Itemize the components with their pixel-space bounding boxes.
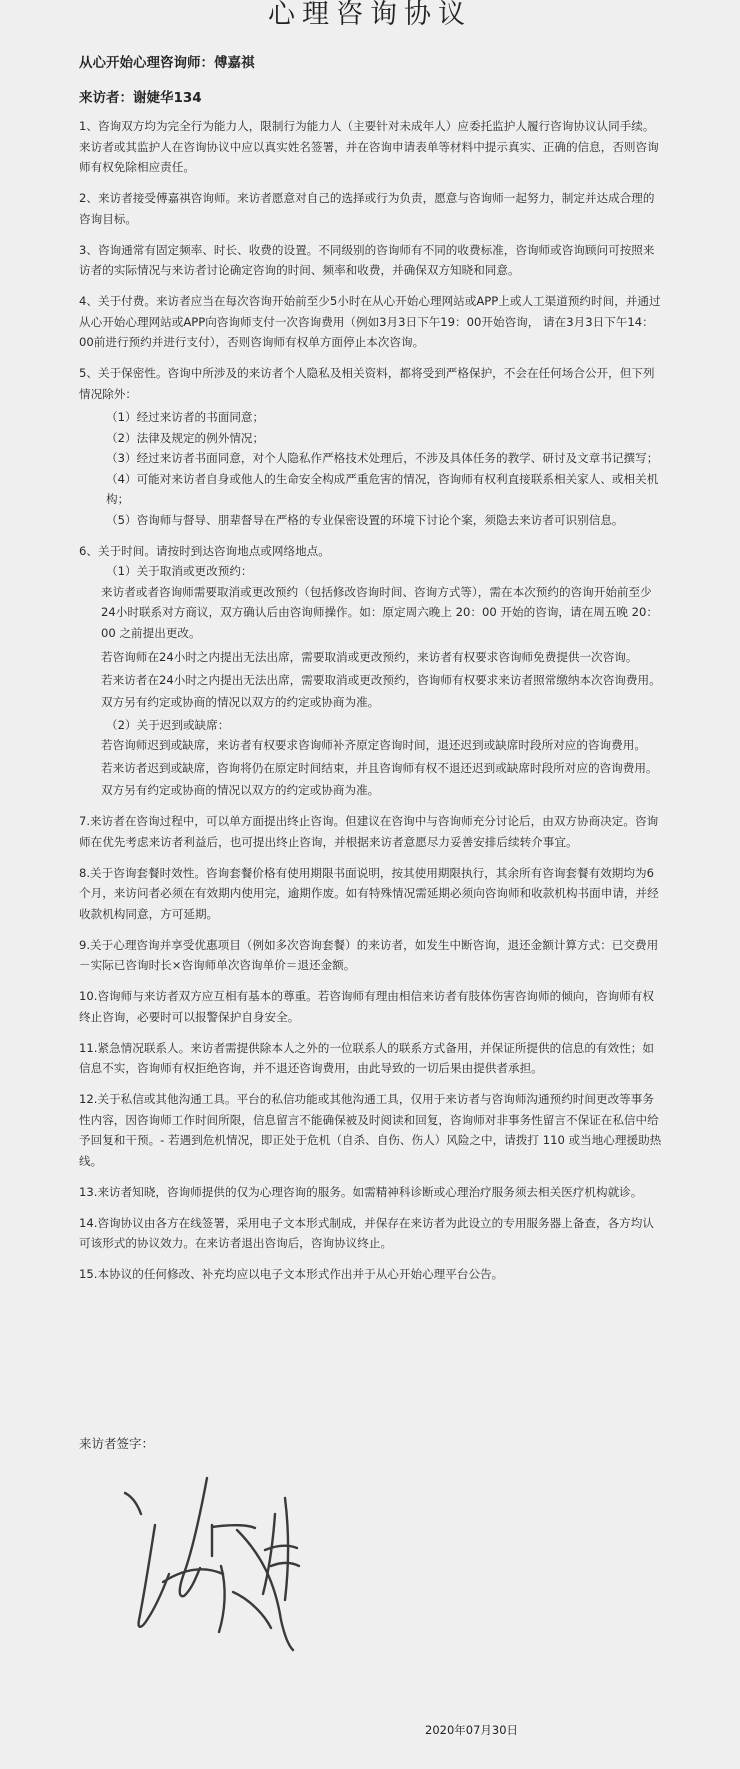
clause-6-sub-heading: （1）关于取消或更改预约： [106,564,253,578]
clause-1: 1、咨询双方均为完全行为能力人，限制行为能力人（主要针对未成年人）应委托监护人履行咨询协议认同手续。来访者或其监护人在咨询协议中应以真实姓名签署，并在咨询申请表单等材料中提示真实、正确的信息，否则咨询师有权免除相应责任。 [79,119,659,174]
confidentiality-exception: （2）法律及规定的例外情况； [106,430,265,445]
signing-date: 2020年07月30日 [425,1723,519,1737]
confidentiality-exception: （3）经过来访者书面同意，对个人隐私作严格技术处理后，不涉及具体任务的教学、研讨及文章书记撰写； [106,451,659,465]
clause-3: 3、咨询通常有固定频率、时长、收费的设置。不同级别的咨询师有不同的收费标准，咨询师或咨询顾问可按照来访者的实际情况与来访者讨论确定咨询的时间、频率和收费，并确保双方知晓和同意。 [79,242,655,277]
signature-label: 来访者签字： [79,1436,155,1451]
confidentiality-exception: （4）可能对来访者自身或他人的生命安全构成严重危害的情况，咨询师有权利直接联系相关家人、或相关机构； [106,471,659,506]
clause-6-paragraph: 双方另有约定或协商的情况以双方的约定或协商为准。 [101,695,380,709]
clause-5: 5、关于保密性。咨询中所涉及的来访者个人隐私及相关资料，都将受到严格保护，不会在任何场合公开，但下列情况除外： （1）经过来访者的书面同意； （2）法律及规定的例外情况； （3）经过来访者书面同意，对个人隐私作严格技术处理后，不涉及具体任务的教学、研讨及文章书记撰写； （4）可能对来访者自身或他人的生命安全构成严重危害的情况，咨询师有权利直接联系相关家人、或相关机构； （5）咨询师与督导、朋辈督导在严格的专业保密设置的环境下讨论个案，须隐去来访者可识别信息。 [79,363,663,530]
clause-14: 14.咨询协议由各方在线签署，采用电子文本形式制成，并保存在来访者为此设立的专用服务器上备查，各方均认可该形式的协议效力。在来访者退出咨询后，咨询协议终止。 [79,1215,654,1250]
clause-6-sub-heading: （2）关于迟到或缺席： [106,717,230,732]
clause-11: 11.紧急情况联系人。来访者需提供除本人之外的一位联系人的联系方式备用，并保证所提供的信息的有效性；如信息不实，咨询师有权拒绝咨询，并不退还咨询费用，由此导致的一切后果由提供者承担。 [79,1040,654,1075]
clause-6-paragraph: 若来访者迟到或缺席，咨询将仍在原定时间结束，并且咨询师有权不退还迟到或缺席时段所对应的咨询费用。 [101,760,658,775]
clause-7: 7.来访者在咨询过程中，可以单方面提出终止咨询。但建议在咨询中与咨询师充分讨论后，由双方协商决定。咨询师在优先考虑来访者利益后，也可提出终止咨询，并根据来访者意愿尽力妥善安排后续转介事宜。 [79,814,659,849]
clause-10: 10.咨询师与来访者双方应互相有基本的尊重。若咨询师有理由相信来访者有肢体伤害咨询师的倾向，咨询师有权终止咨询，必要时可以报警保护自身安全。 [79,989,654,1024]
confidentiality-exception: （5）咨询师与督导、朋辈督导在严格的专业保密设置的环境下讨论个案，须隐去来访者可识别信息。 [106,512,624,527]
confidentiality-exception: （1）经过来访者的书面同意； [106,410,265,424]
document-title: 心理咨询协议 [268,0,472,30]
agreement-body [79,116,663,1295]
signature-drawing [115,1470,345,1670]
clause-6-paragraph: 若来访者在24小时之内提出无法出席，需要取消或更改预约，咨询师有权要求来访者照常缴纳本次咨询费用。 [101,672,661,687]
clause-13: 13.来访者知晓，咨询师提供的仅为心理咨询的服务。如需精神科诊断或心理治疗服务须去相关医疗机构就诊。 [79,1184,643,1199]
clause-12: 12.关于私信或其他沟通工具。平台的私信功能或其他沟通工具，仅用于来访者与咨询师沟通预约时间更改等事务性内容，因咨询师工作时间所限，信息留言不能确保被及时阅读和回复，咨询师对非事务性留言不保证在私信中给予回复和干预。- 若遇到危机情况，即正处于危机（自杀、自伤、伤人）风险之中，请拨打 110 或当地心理援助热线。 [79,1092,662,1168]
clause-4: 4、关于付费。来访者应当在每次咨询开始前至少5小时在从心开始心理网站或APP上或人工渠道预约时间，并通过从心开始心理网站或APP向咨询师支付一次咨询费用（例如3月3日下午19：00开始咨询， 请在3月3日下午14：00前进行预约并进行支付），否则咨询师有权单方面停止本次咨询。 [79,294,661,349]
clause-2: 2、来访者接受傅嘉祺咨询师。来访者愿意对自己的选择或行为负责，愿意与咨询师一起努力，制定并达成合理的咨询目标。 [79,191,655,226]
clause-6-paragraph: 双方另有约定或协商的情况以双方的约定或协商为准。 [101,783,380,797]
clause-8: 8.关于咨询套餐时效性。咨询套餐价格有使用期限书面说明，按其使用期限执行，其余所有咨询套餐有效期均为6个月，来访问者必须在有效期内使用完，逾期作废。如有特殊情况需延期必须向咨询师和收款机构书面申请，并经收款机构同意，方可延期。 [79,865,659,921]
clause-6-paragraph: 若咨询师迟到或缺席，来访者有权要求咨询师补齐原定咨询时间，退还迟到或缺席时段所对应的咨询费用。 [101,738,646,752]
counselor-line: 从心开始心理咨询师：傅嘉祺 [79,55,255,71]
clause-9: 9.关于心理咨询并享受优惠项目（例如多次咨询套餐）的来访者，如发生中断咨询，退还金额计算方式：已交费用－实际已咨询时长×咨询师单次咨询单价＝退还金额。 [79,937,659,972]
handwritten-signature [115,1470,345,1674]
clause-15: 15.本协议的任何修改、补充均应以电子文本形式作出并于从心开始心理平台公告。 [79,1267,504,1281]
clause-6-paragraph: 若咨询师在24小时之内提出无法出席，需要取消或更改预约，来访者有权要求咨询师免费提供一次咨询。 [101,650,638,664]
clause-6-paragraph: 来访者或者咨询师需要取消或更改预约（包括修改咨询时间、咨询方式等），需在本次预约的咨询开始前至少24小时联系对方商议，双方确认后由咨询师操作。如：原定周六晚上 20：00 开始的咨询，请在周五晚 20：00 之前提出更改。 [101,584,659,640]
visitor-line: 来访者：谢婕华134 [79,90,202,106]
clause-6: 6、关于时间。请按时到达咨询地点或网络地点。 （1）关于取消或更改预约： 来访者或者咨询师需要取消或更改预约（包括修改咨询时间、咨询方式等），需在本次预约的咨询开始前至少24小时联系对方商议，双方确认后由咨询师操作。如：原定周六晚上 20：00 开始的咨询，请在周五晚 20：00 之前提出更改。 若咨询师在24小时之内提出无法出席，需要取消或更改预约，来访者有权要求咨询师免费提供一次咨询。 若来访者在24小时之内提出无法出席，需要取消或更改预约，咨询师有权要求来访者照常缴纳本次咨询费用。 双方另有约定或协商的情况以双方的约定或协商为准。 （2）关于迟到或缺席： 若咨询师迟到或缺席，来访者有权要求咨询师补齐原定咨询时间，退还迟到或缺席时段所对应的咨询费用。 若来访者迟到或缺席，咨询将仍在原定时间结束，并且咨询师有权不退还迟到或缺席时段所对应的咨询费用。 双方另有约定或协商的情况以双方的约定或协商为准。 [79,541,663,801]
